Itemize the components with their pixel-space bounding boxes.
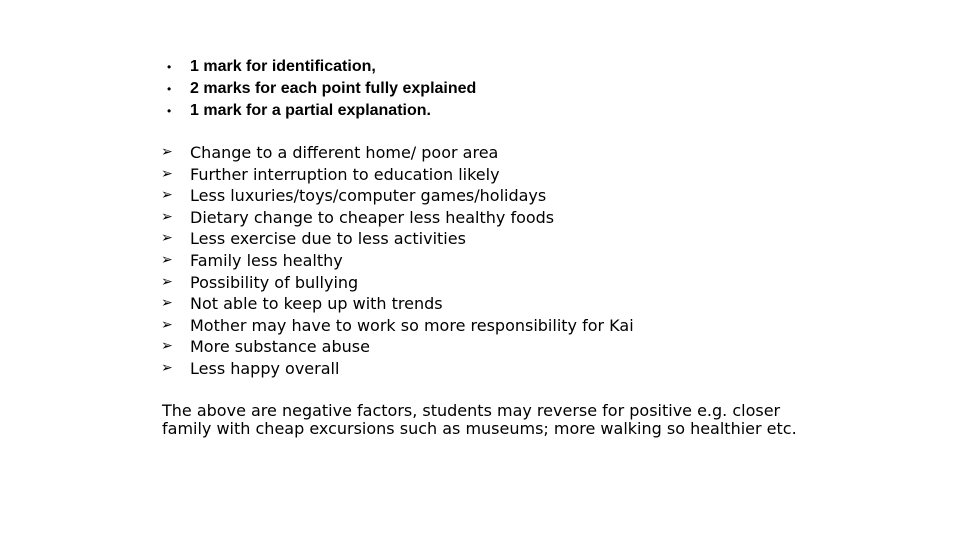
factor-item	[160, 358, 634, 380]
mark-scheme-item	[160, 78, 476, 100]
mark-scheme-item-text: 1 mark for identification,	[190, 58, 376, 75]
arrow-bullet-icon: ➢	[161, 273, 173, 290]
arrow-bullet-icon: ➢	[161, 338, 173, 355]
closing-note: The above are negative factors, students may reverse for positive e.g. closer family with cheap excursions such as museums; more walking so healthier etc.	[162, 401, 797, 438]
factor-item-text: Further interruption to education likely	[190, 164, 500, 184]
factor-item-text: Dietary change to cheaper less healthy foods	[190, 207, 555, 227]
bullet-icon: •	[167, 82, 172, 96]
arrow-bullet-icon: ➢	[161, 165, 173, 182]
factor-item	[160, 142, 634, 164]
factor-item-text: Possibility of bullying	[190, 272, 359, 292]
mark-scheme-item	[160, 100, 476, 122]
mark-scheme-list	[160, 56, 476, 122]
factor-item	[160, 185, 634, 207]
mark-scheme-item	[160, 56, 476, 78]
mark-scheme-item-text: 2 marks for each point fully explained	[190, 80, 477, 97]
arrow-bullet-icon: ➢	[161, 295, 173, 312]
factor-item	[160, 250, 634, 272]
arrow-bullet-icon: ➢	[161, 208, 173, 225]
arrow-bullet-icon: ➢	[161, 251, 173, 268]
mark-scheme-item-text: 1 mark for a partial explanation.	[190, 102, 431, 119]
arrow-bullet-icon: ➢	[161, 359, 173, 376]
factor-item-text: Not able to keep up with trends	[190, 294, 443, 314]
factor-item-text: Family less healthy	[190, 250, 343, 270]
bullet-icon: •	[167, 104, 172, 118]
factor-item-text: Mother may have to work so more responsibility for Kai	[190, 315, 634, 335]
factor-item-text: Less exercise due to less activities	[190, 229, 466, 249]
factor-item	[160, 207, 634, 229]
arrow-bullet-icon: ➢	[161, 230, 173, 247]
factor-item	[160, 164, 634, 186]
factor-item	[160, 293, 634, 315]
factors-list	[160, 142, 634, 380]
factor-item	[160, 272, 634, 294]
arrow-bullet-icon: ➢	[161, 144, 173, 160]
factor-item-text: Less happy overall	[190, 358, 340, 378]
factor-item-text: Less luxuries/toys/computer games/holidays	[190, 186, 547, 206]
bullet-icon: •	[167, 60, 172, 74]
arrow-bullet-icon: ➢	[161, 187, 173, 204]
factor-item	[160, 336, 634, 358]
factor-item	[160, 228, 634, 250]
factor-item-text: Change to a different home/ poor area	[190, 143, 499, 162]
factor-item	[160, 315, 634, 337]
arrow-bullet-icon: ➢	[161, 316, 173, 333]
factor-item-text: More substance abuse	[190, 337, 370, 357]
